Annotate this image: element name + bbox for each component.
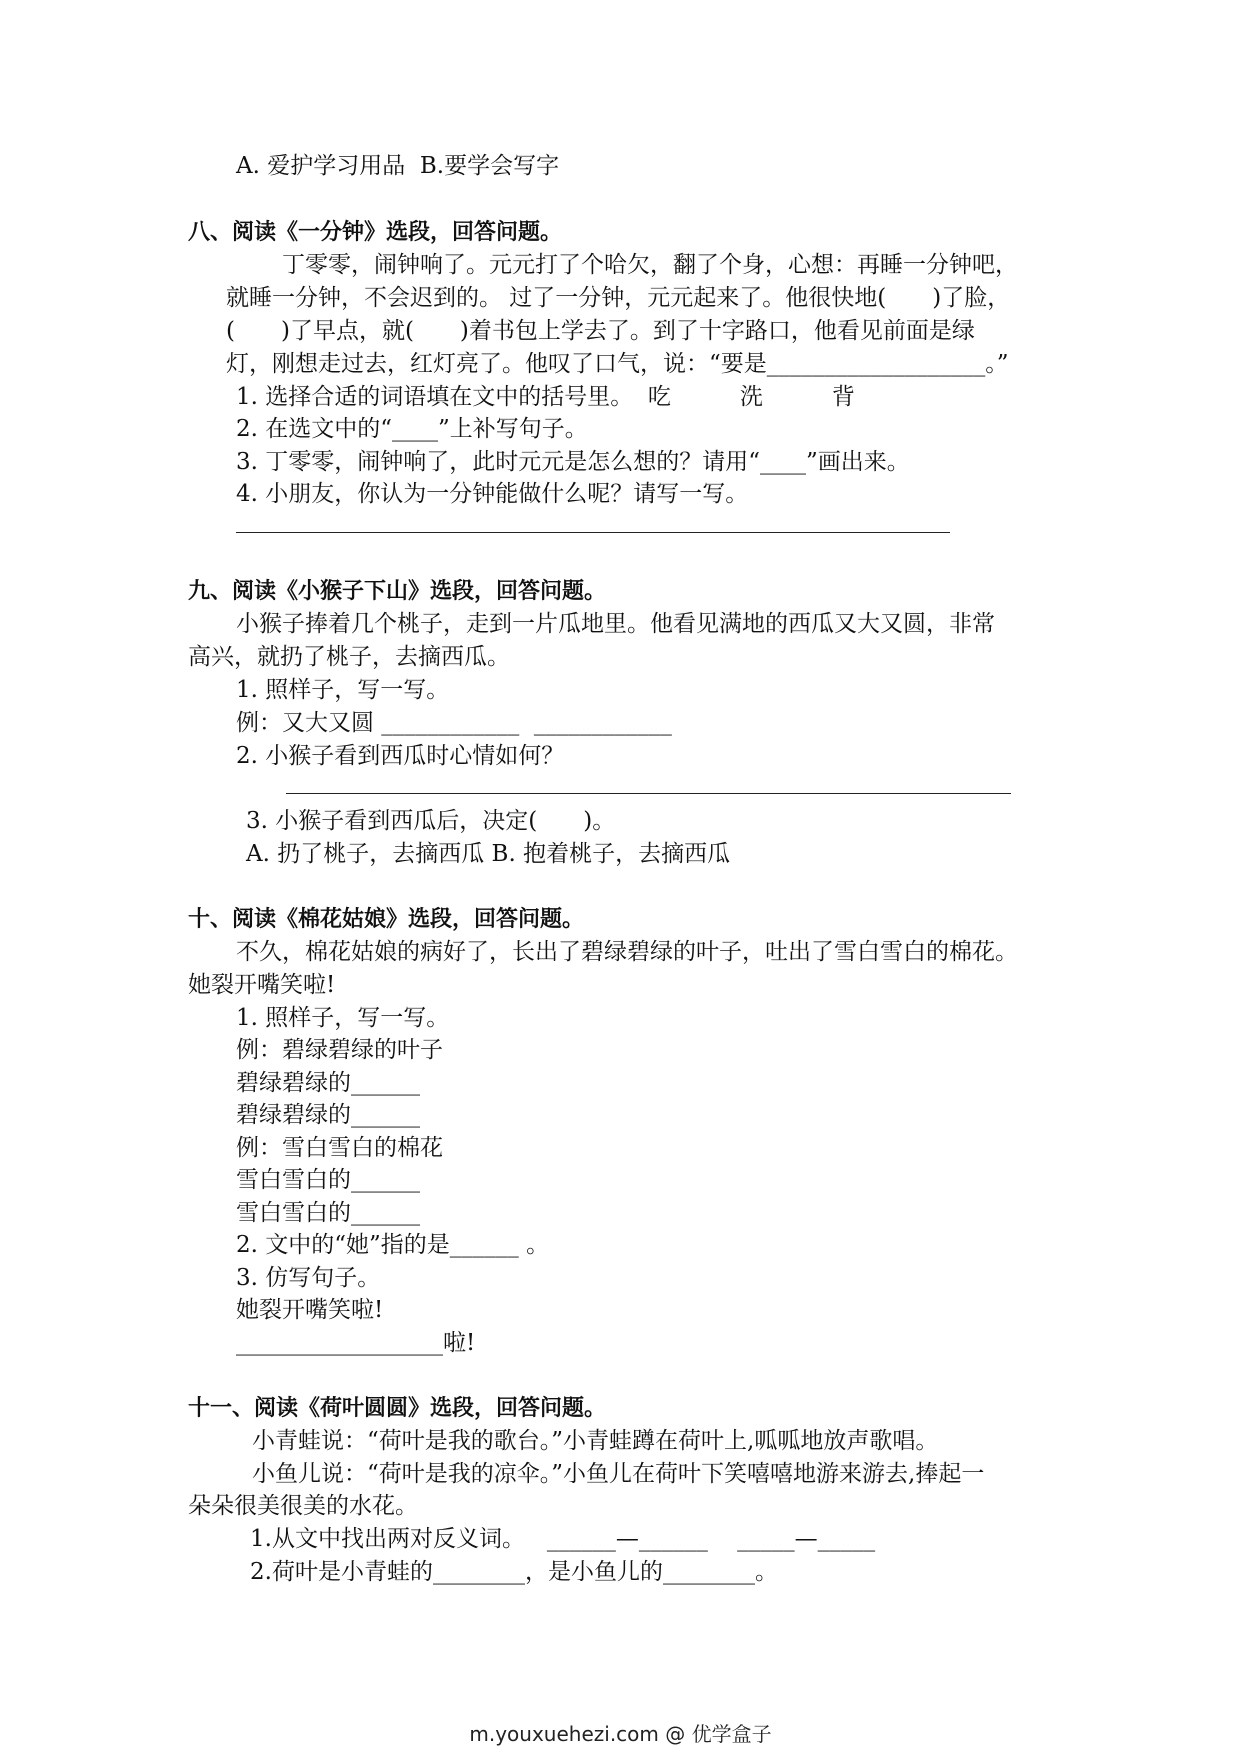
s9-question-1: 1. 照样子，写一写。	[236, 677, 450, 703]
s10-answer-3: 雪白雪白的______	[236, 1167, 420, 1193]
footer-watermark: m.youxuehezi.com @ 优学盒子	[469, 1722, 772, 1746]
s10-answer-1: 碧绿碧绿的______	[236, 1070, 420, 1096]
s10-sentence-blank: __________________啦!	[236, 1330, 476, 1356]
s7-options: A. 爱护学习用品 B.要学会写字	[236, 153, 560, 179]
s10-answer-4: 雪白雪白的______	[236, 1200, 420, 1226]
s8-question-4: 4. 小朋友，你认为一分钟能做什么呢？请写一写。	[236, 481, 749, 507]
section-11-heading: 十一、阅读《荷叶圆圆》选段，回答问题。	[188, 1396, 607, 1421]
s8-question-3: 3. 丁零零，闹钟响了，此时元元是怎么想的？请用“____”画出来。	[236, 449, 910, 475]
s11-passage-line-1: 小青蛙说：“荷叶是我的歌台。”小青蛙蹲在荷叶上,呱呱地放声歌唱。	[252, 1428, 939, 1454]
s10-example-1: 例：碧绿碧绿的叶子	[236, 1037, 443, 1063]
s8-answer-line[interactable]	[236, 532, 950, 533]
s11-question-1: 1.从文中找出两对反义词。 ______—______ _____—_____	[250, 1526, 876, 1552]
s10-passage-line-1: 不久，棉花姑娘的病好了，长出了碧绿碧绿的叶子，吐出了雪白雪白的棉花。	[236, 939, 1018, 965]
s8-passage-line-1: 丁零零，闹钟响了。元元打了个哈欠，翻了个身，心想：再睡一分钟吧，	[282, 252, 1018, 278]
s8-question-2: 2. 在选文中的“____”上补写句子。	[236, 416, 588, 442]
s8-question-1: 1. 选择合适的词语填在文中的括号里。 吃 洗 背	[236, 384, 855, 410]
s9-question-3: 3. 小猴子看到西瓜后，决定( )。	[246, 808, 616, 834]
s11-question-2: 2.荷叶是小青蛙的________，是小鱼儿的________。	[250, 1559, 778, 1585]
s9-answer-line[interactable]	[286, 793, 1011, 794]
s8-passage-line-2: 就睡一分钟，不会迟到的。 过了一分钟，元元起来了。他很快地( )了脸，	[226, 285, 1011, 311]
s10-example-2: 例：雪白雪白的棉花	[236, 1135, 443, 1161]
s10-question-1: 1. 照样子，写一写。	[236, 1005, 450, 1031]
s10-answer-2: 碧绿碧绿的______	[236, 1102, 420, 1128]
s10-question-3: 3. 仿写句子。	[236, 1265, 381, 1291]
s9-options: A. 扔了桃子，去摘西瓜 B. 抱着桃子，去摘西瓜	[246, 841, 731, 867]
s10-question-2: 2. 文中的“她”指的是______ 。	[236, 1232, 550, 1258]
s9-passage-line-2: 高兴，就扔了桃子，去摘西瓜。	[188, 644, 510, 670]
section-9-heading: 九、阅读《小猴子下山》选段，回答问题。	[188, 579, 607, 604]
section-10-heading: 十、阅读《棉花姑娘》选段，回答问题。	[188, 907, 585, 932]
s8-passage-line-3: ( )了早点，就( )着书包上学去了。到了十字路口，他看见前面是绿	[226, 318, 975, 344]
section-8-heading: 八、阅读《一分钟》选段，回答问题。	[188, 220, 563, 245]
s9-question-2: 2. 小猴子看到西瓜时心情如何？	[236, 743, 565, 769]
s11-passage-line-2: 小鱼儿说：“荷叶是我的凉伞。”小鱼儿在荷叶下笑嘻嘻地游来游去,捧起一	[252, 1461, 985, 1487]
s9-passage-line-1: 小猴子捧着几个桃子，走到一片瓜地里。他看见满地的西瓜又大又圆，非常	[236, 611, 995, 637]
s10-sentence-sample: 她裂开嘴笑啦!	[236, 1297, 384, 1323]
s10-passage-line-2: 她裂开嘴笑啦!	[188, 972, 336, 998]
s9-example: 例：又大又圆 ____________ ____________	[236, 710, 672, 736]
s8-passage-line-4: 灯，刚想走过去，红灯亮了。他叹了口气，说：“要是___________________。”	[226, 351, 1009, 377]
s11-passage-line-3: 朵朵很美很美的水花。	[188, 1493, 418, 1519]
